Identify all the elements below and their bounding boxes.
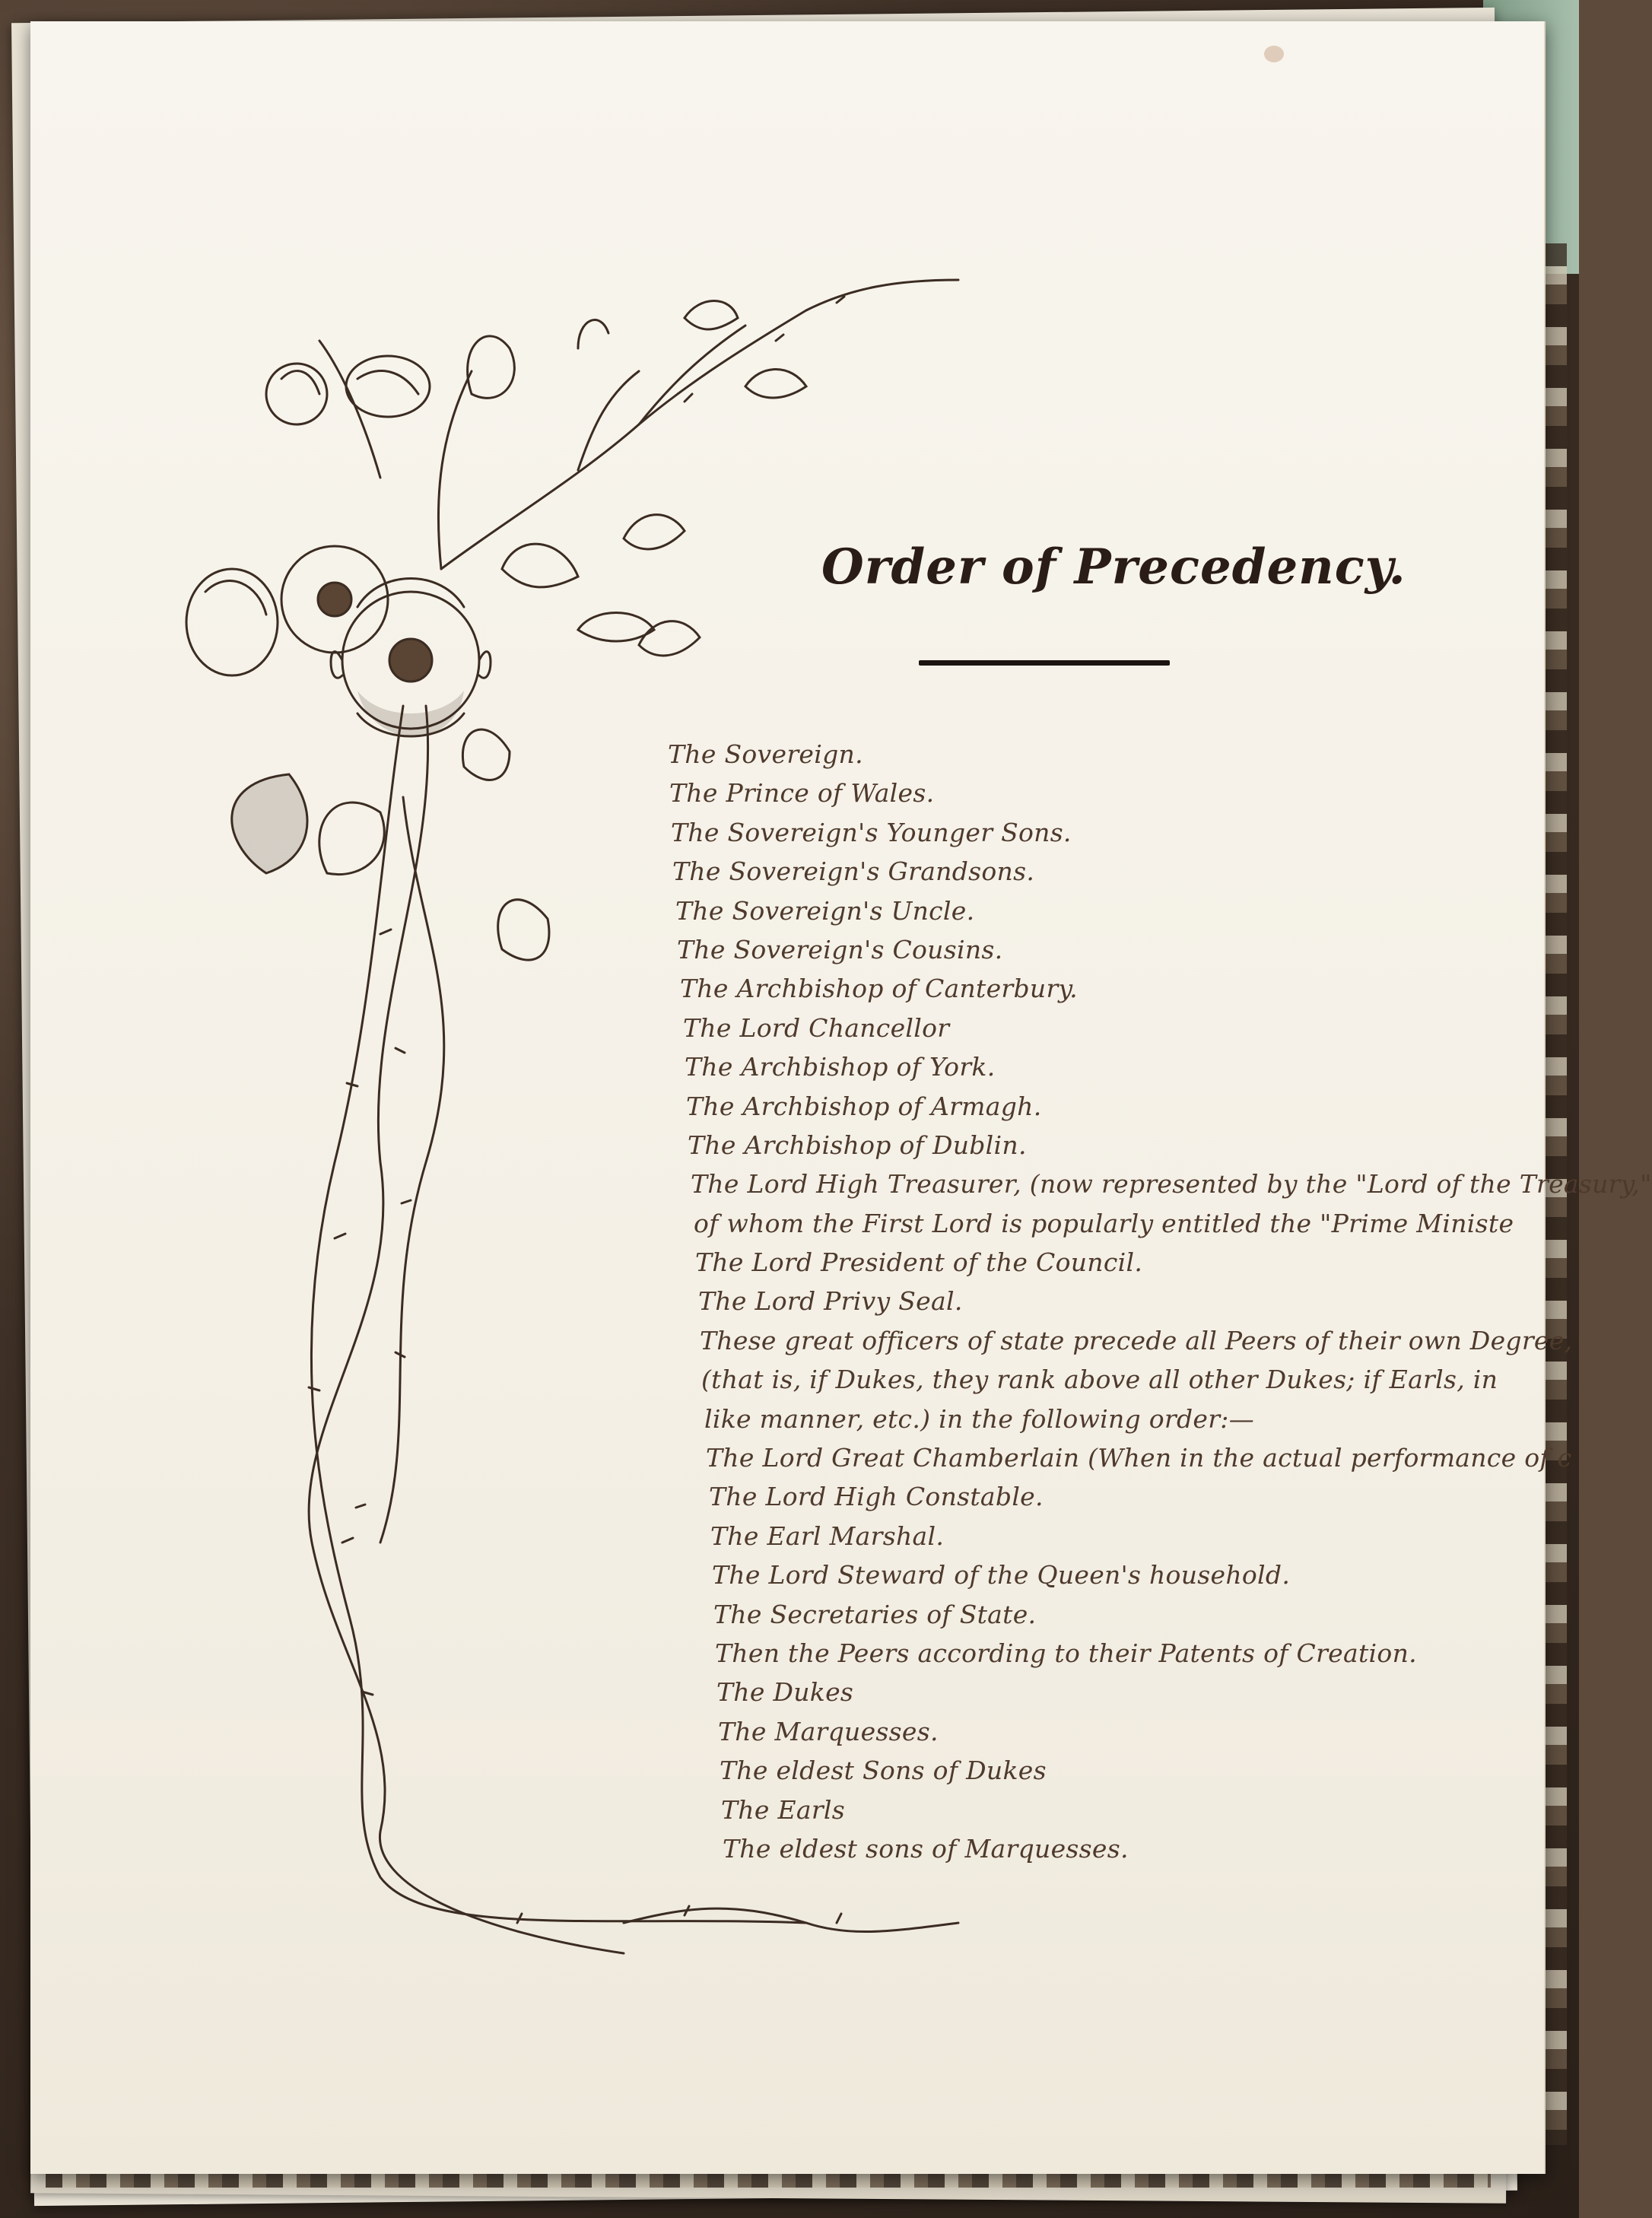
page-title: Order of Precedency. <box>821 539 1406 596</box>
list-item: The Sovereign's Grandsons. <box>672 856 1035 887</box>
list-item: The Dukes <box>716 1677 854 1708</box>
list-item: The Prince of Wales. <box>669 778 935 809</box>
precedence-list <box>668 735 1652 1868</box>
list-item: The Lord High Constable. <box>709 1482 1044 1512</box>
list-item: The Earl Marshal. <box>710 1521 945 1551</box>
list-item: The Secretaries of State. <box>713 1599 1037 1629</box>
list-item: The Lord Great Chamberlain (When in the actual performance of c <box>706 1443 1572 1473</box>
list-item: The Archbishop of Armagh. <box>686 1091 1042 1121</box>
list-item: The Earls <box>721 1794 846 1825</box>
list-item: The Lord Chancellor <box>683 1012 950 1043</box>
list-item: The Sovereign's Cousins. <box>677 934 1003 964</box>
list-item: These great officers of state precede all Peers of their own Degree, <box>700 1325 1573 1355</box>
list-item: of whom the First Lord is popularly entitled the "Prime Ministe <box>694 1208 1514 1238</box>
list-item: (that is, if Dukes, they rank above all other Dukes; if Earls, in <box>701 1365 1498 1395</box>
list-item: The Sovereign's Younger Sons. <box>671 817 1072 847</box>
list-item: Then the Peers according to their Patents of Creation. <box>715 1638 1417 1668</box>
list-item: The Archbishop of York. <box>685 1052 996 1082</box>
list-item: The Sovereign's Uncle. <box>675 895 975 926</box>
list-item: The Archbishop of Canterbury. <box>680 974 1078 1004</box>
list-item: The Lord Privy Seal. <box>698 1286 963 1317</box>
album-page <box>30 21 1652 2174</box>
list-item: The Sovereign. <box>668 739 863 769</box>
list-item: The Lord President of the Council. <box>695 1247 1143 1278</box>
list-item: The eldest sons of Marquesses. <box>723 1833 1129 1864</box>
list-item: like manner, etc.) in the following order:— <box>704 1403 1255 1434</box>
list-item: The Lord Steward of the Queen's household. <box>712 1560 1291 1590</box>
title-underline <box>919 660 1170 666</box>
list-item: The Archbishop of Dublin. <box>688 1130 1027 1160</box>
list-item: The eldest Sons of Dukes <box>720 1756 1047 1786</box>
list-item: The Marquesses. <box>718 1716 939 1746</box>
list-item: The Lord High Treasurer, (now represented by the "Lord of the Treasury," <box>691 1169 1652 1200</box>
